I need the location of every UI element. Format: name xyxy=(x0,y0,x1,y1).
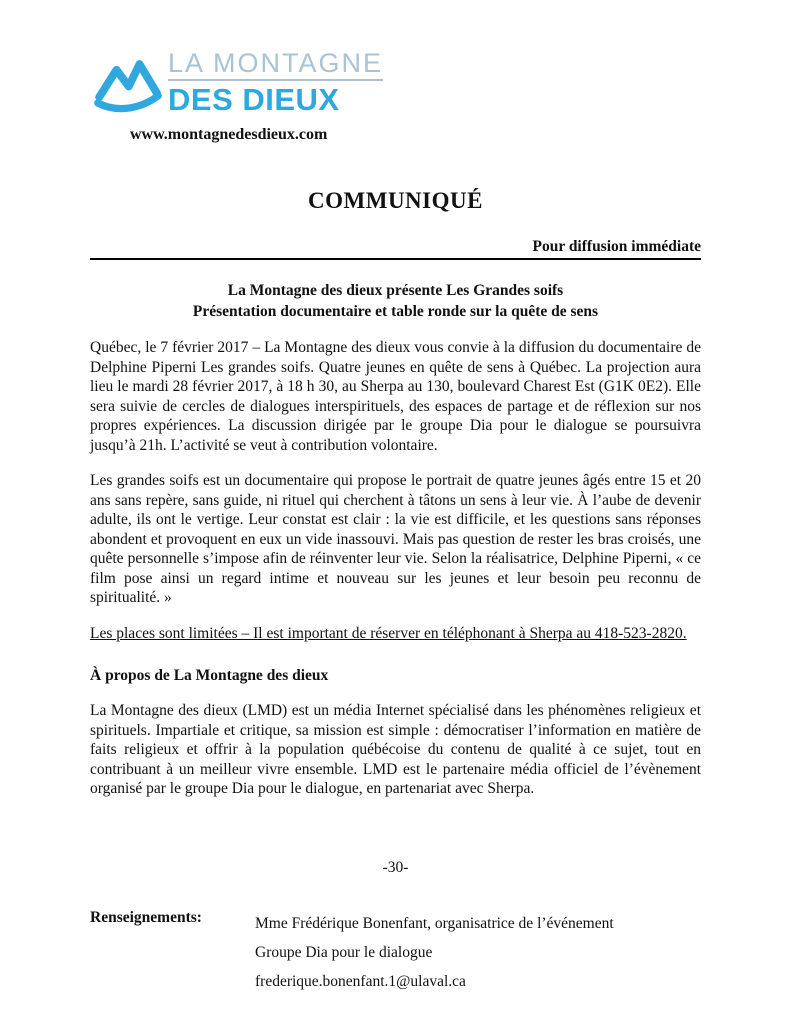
headline xyxy=(90,280,701,322)
logo-wordmark xyxy=(168,50,383,115)
paragraph-about-lmd: La Montagne des dieux (LMD) est un média Internet spécialisé dans les phénomènes religieux et spirituels. Impartiale et critique, sa mission est simple : démocratiser l’information en matière de faits religieux et offrir à la population québécoise du contenu de qualité à ce sujet, tout en contribuant à un meilleur vivre ensemble. LMD est le partenaire média officiel de l’évènement organisé par le groupe Dia pour le dialogue, en partenariat avec Sherpa. xyxy=(90,702,701,797)
contact-organization: Groupe Dia pour le dialogue xyxy=(255,943,433,961)
paragraph-event-details: Québec, le 7 février 2017 – La Montagne des dieux vous convie à la diffusion du documentaire de Delphine Piperni Les grandes soifs. Quatre jeunes en quête de sens à Québec. La projection aura lieu le mardi 28 février 2017, à 18 h 30, au Sherpa au 130, boulevard Charest Est (G1K 0E2). Elle sera suivie de cercles de dialogues interspirituels, des espaces de partage et de réflexion sur nos propres expériences. La discussion dirigée par le groupe Dia pour le dialogue se poursuivra jusqu’à 21h. L’activité se veut à contribution volontaire. xyxy=(90,339,701,454)
paragraph-documentary-description: Les grandes soifs est un documentaire qui propose le portrait de quatre jeunes âgés entre 15 et 20 ans sans repère, sans guide, ni rituel qui cherchent à tâtons un sens à leur vie. À l’aube de devenir adulte, ils ont le vertige. Leur constat est clair : la vie est difficile, et les questions sans réponses abondent et provoquent en eux un vide inassouvi. Mais pas question de rester les bras croisés, une quête personnelle s’impose afin de réinventer leur vie. Selon la réalisatrice, Delphine Piperni, « ce film pose ainsi un regard intime et nouveau sur les jeunes et leur besoin peu reconnu de spiritualité. » xyxy=(90,472,701,606)
end-mark: -30- xyxy=(382,858,409,876)
contact-lines xyxy=(255,909,701,996)
mountain-icon xyxy=(92,52,164,118)
document-title: COMMUNIQUÉ xyxy=(308,188,483,213)
headline-line-2: Présentation documentaire et table ronde sur la quête de sens xyxy=(192,303,599,320)
letterhead xyxy=(90,50,701,144)
headline-line-1: La Montagne des dieux présente Les Grandes soifs xyxy=(227,282,564,299)
about-heading: À propos de La Montagne des dieux xyxy=(90,667,329,684)
contact-section xyxy=(90,909,701,996)
reservation-notice: Les places sont limitées – Il est important de réserver en téléphonant à Sherpa au 418-523-2820. xyxy=(90,624,687,642)
contact-person: Mme Frédérique Bonenfant, organisatrice de l’événement xyxy=(255,914,614,932)
logo xyxy=(92,50,701,118)
mountain-swoosh-shape xyxy=(98,96,158,109)
contact-email: frederique.bonenfant.1@ulaval.ca xyxy=(255,972,466,990)
contact-label: Renseignements: xyxy=(90,908,202,926)
logo-line-la-montagne: LA MONTAGNE xyxy=(168,50,383,81)
website-url: www.montagnedesdieux.com xyxy=(130,126,328,143)
logo-line-des-dieux: DES DIEUX xyxy=(168,82,340,117)
release-notice: Pour diffusion immédiate xyxy=(90,238,701,260)
mountain-peaks-shape xyxy=(99,64,157,97)
